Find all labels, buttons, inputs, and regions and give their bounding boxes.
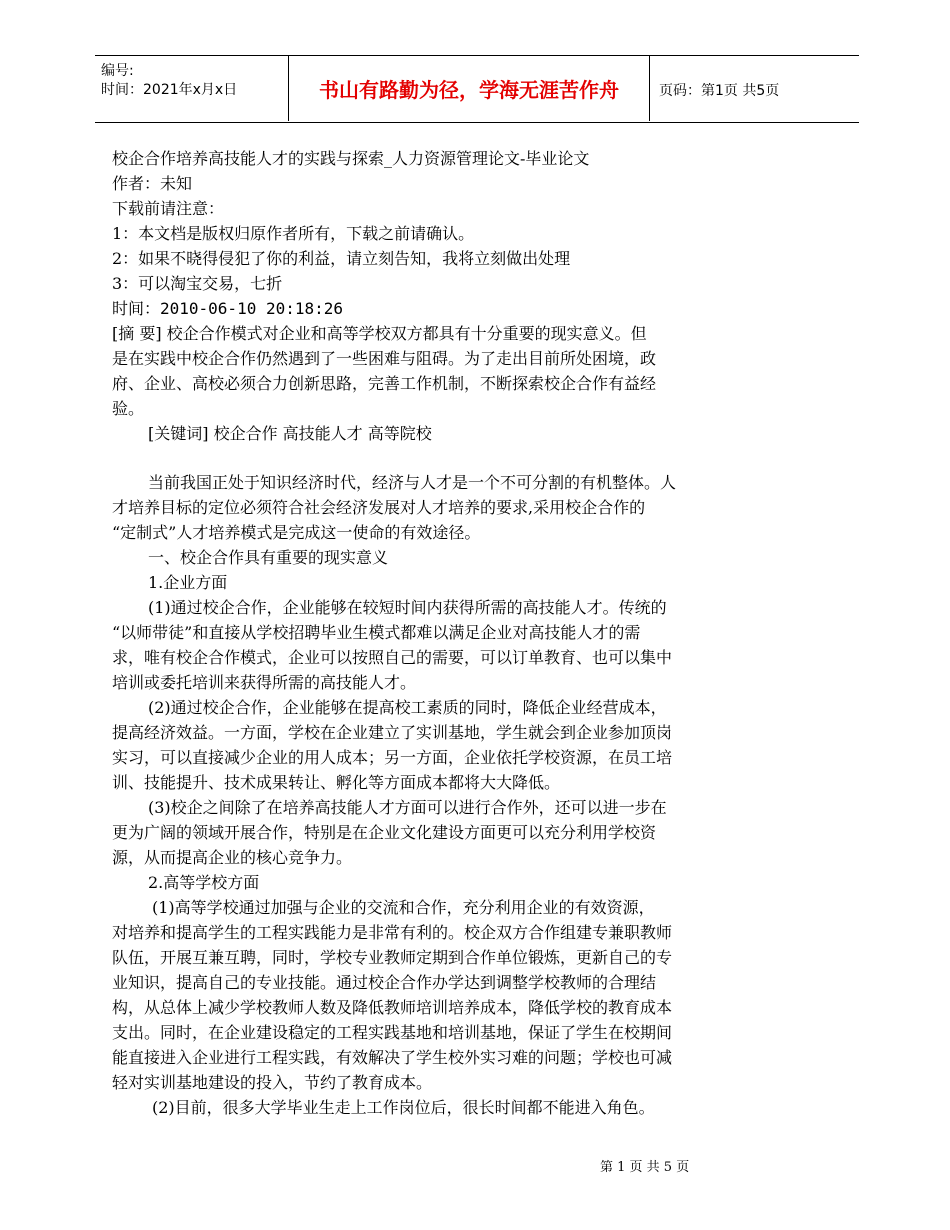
- paragraph-line: 支出。同时，在企业建设稳定的工程实践基地和培训基地，保证了学生在校期间: [112, 1023, 673, 1042]
- keywords: [关键词] 校企合作 高技能人才 高等院校: [148, 424, 432, 443]
- paragraph-line: 构，从总体上减少学校教师人数及降低教师培训培养成本，降低学校的教育成本: [112, 998, 673, 1017]
- paragraph-line: 队伍，开展互兼互聘，同时，学校专业教师定期到合作单位锻炼，更新自己的专: [112, 948, 673, 967]
- notice-heading: 下载前请注意：: [112, 199, 225, 218]
- paragraph: [112, 795, 767, 870]
- paragraph-line: (2)通过校企合作，企业能够在提高校工素质的同时，降低企业经营成本，: [148, 698, 667, 717]
- doc-time: 时间：2010-06-10 20:18:26: [112, 299, 344, 318]
- abstract: [112, 321, 767, 421]
- paragraph-line: 提高经济效益。一方面，学校在企业建立了实训基地，学生就会到企业参加顶岗: [112, 723, 673, 742]
- paragraph-line: 更为广阔的领域开展合作，特别是在企业文化建设方面更可以充分利用学校资: [112, 823, 657, 842]
- notice-item: 1：本文档是版权归原作者所有，下载之前请确认。: [112, 224, 475, 243]
- paragraph-line: (3)校企之间除了在培养高技能人才方面可以进行合作外，还可以进一步在: [148, 798, 667, 817]
- abstract-line: [摘 要] 校企合作模式对企业和高等学校双方都具有十分重要的现实意义。但: [112, 324, 647, 343]
- notice-item: 3：可以淘宝交易，七折: [112, 274, 283, 293]
- serial-label: 编号:: [101, 63, 134, 79]
- paragraph-line: 轻对实训基地建设的投入，节约了教育成本。: [112, 1073, 433, 1092]
- paragraph-line: (1)通过校企合作，企业能够在较短时间内获得所需的高技能人才。传统的: [148, 598, 667, 617]
- subsection-heading: 1.企业方面: [148, 573, 228, 592]
- intro-paragraph: [112, 470, 767, 545]
- header-page-info: 页码：第1页 共5页: [659, 83, 780, 99]
- paragraph-line: 对培养和提高学生的工程实践能力是非常有利的。校企双方合作组建专兼职教师: [112, 923, 673, 942]
- paragraph-line: 求，唯有校企合作模式，企业可以按照自己的需要，可以订单教育、也可以集中: [112, 648, 673, 667]
- notice-item: 2：如果不晓得侵犯了你的利益，请立刻告知，我将立刻做出处理: [112, 249, 571, 268]
- paragraph-line: 能直接进入企业进行工程实践，有效解决了学生校外实习难的问题；学校也可减: [112, 1048, 673, 1067]
- paragraph-line: 才培养目标的定位必须符合社会经济发展对人才培养的要求,采用校企合作的: [112, 498, 646, 517]
- paragraph-line: “定制式”人才培养模式是完成这一使命的有效途径。: [112, 523, 481, 542]
- paragraph-line: 源，从而提高企业的核心竞争力。: [112, 848, 353, 867]
- header-motto: 书山有路勤为径，学海无涯苦作舟: [288, 55, 650, 121]
- paragraph-line: 训、技能提升、技术成果转让、孵化等方面成本都将大大降低。: [112, 773, 561, 792]
- paragraph-line: (2)目前，很多大学毕业生走上工作岗位后，很长时间都不能进入角色。: [152, 1098, 655, 1117]
- paragraph: [112, 895, 767, 1095]
- time-label: 时间：2021年x月x日: [101, 82, 238, 98]
- doc-author: 作者：未知: [112, 174, 193, 193]
- paragraph: [112, 1095, 767, 1120]
- paragraph-line: 培训或委托培训来获得所需的高技能人才。: [112, 673, 417, 692]
- header-meta: [101, 62, 237, 100]
- document-body: [112, 146, 767, 1120]
- page-header: [95, 55, 859, 123]
- abstract-line: 是在实践中校企合作仍然遇到了一些困难与阻碍。为了走出目前所处困境，政: [112, 349, 657, 368]
- paragraph-line: 业知识，提高自己的专业技能。通过校企合作办学达到调整学校教师的合理结: [112, 973, 657, 992]
- abstract-line: 府、企业、高校必须合力创新思路，完善工作机制，不断探索校企合作有益经: [112, 374, 657, 393]
- paragraph-line: (1)高等学校通过加强与企业的交流和合作，充分利用企业的有效资源，: [152, 898, 655, 917]
- abstract-line: 验。: [112, 399, 145, 418]
- subsection-heading: 2.高等学校方面: [148, 873, 260, 892]
- paragraph: [112, 595, 767, 695]
- doc-title: 校企合作培养高技能人才的实践与探索_人力资源管理论文-毕业论文: [112, 149, 590, 168]
- section-heading: 一、校企合作具有重要的现实意义: [148, 548, 389, 567]
- paragraph: [112, 695, 767, 795]
- paragraph-line: 当前我国正处于知识经济时代，经济与人才是一个不可分割的有机整体。人: [148, 473, 677, 492]
- paragraph-line: 实习，可以直接减少企业的用人成本；另一方面，企业依托学校资源，在员工培: [112, 748, 673, 767]
- paragraph-line: “以师带徒”和直接从学校招聘毕业生模式都难以满足企业对高技能人才的需: [112, 623, 641, 642]
- footer-page-number: 第 1 页 共 5 页: [600, 1160, 690, 1175]
